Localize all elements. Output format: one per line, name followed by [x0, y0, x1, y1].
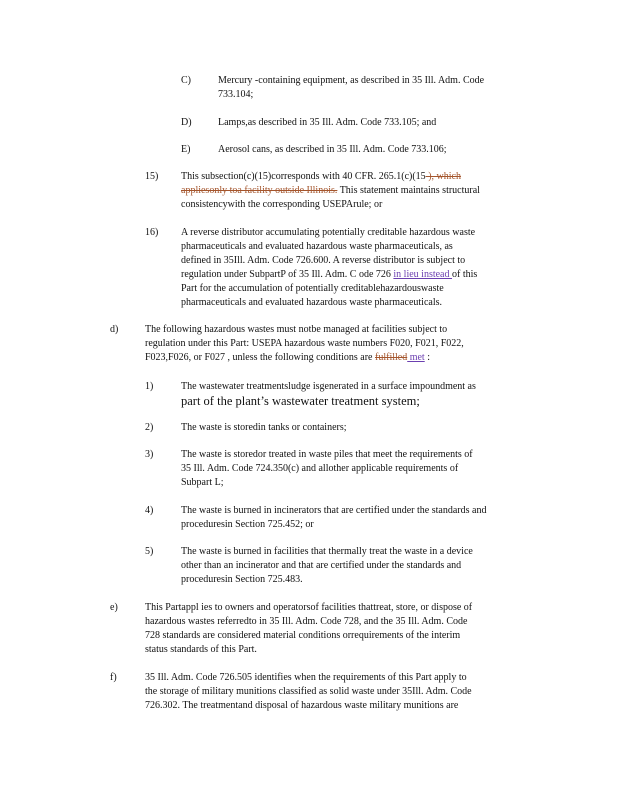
item-text-line: Aerosol cans, as described in 35 Ill. Adm. Code 733.106; — [218, 144, 447, 155]
item-text-line: 35 Ill. Adm. Code 724.350(c) and allother applicable requirements of — [181, 463, 459, 474]
item-text-line: The waste is storedin tanks or containers; — [181, 422, 347, 433]
item-text-line: proceduresin Section 725.483. — [181, 574, 303, 585]
item-number: 5) — [145, 546, 154, 557]
item-number: 1) — [145, 381, 154, 392]
item-text-line: pharmaceuticals and evaluated hazardous waste pharmaceuticals, as — [181, 241, 453, 252]
item-text-line: The wastewater treatmentsludge isgenerated in a surface impoundment as — [181, 381, 476, 392]
item-text-line: Part for the accumulation of potentially creditablehazardouswaste — [181, 283, 444, 294]
item-text: regulation under SubpartP of 35 Ill. Adm. C ode 726 — [181, 269, 394, 280]
section-letter: e) — [110, 602, 118, 613]
section-text-line: the storage of military munitions classified as solid waste under 35Ill. Adm. Code — [145, 686, 472, 697]
section-letter: d) — [110, 324, 119, 335]
item-number: 15) — [145, 171, 159, 182]
item-number: 16) — [145, 227, 159, 238]
section-text: F023,F026, or F027 , unless the following conditions are — [145, 352, 375, 363]
item-text-line: The waste is storedor treated in waste piles that meet the requirements of — [181, 449, 473, 460]
section-text-line: This Partappl ies to owners and operatorsof facilities thattreat, store, or dispose of — [145, 602, 473, 613]
item-text-line: 733.104; — [218, 89, 254, 100]
inserted-text: in lieu instead — [393, 269, 452, 280]
item-text-line: proceduresin Section 725.452; or — [181, 519, 314, 530]
section-text-line: status standards of this Part. — [145, 644, 257, 655]
item-text-line: part of the plant’s wastewater treatment system; — [181, 394, 420, 408]
section-text-line: 726.302. The treatmentand disposal of hazardous waste military munitions are — [145, 700, 459, 711]
item-text-line: other than an incinerator and that are certified under the standards and — [181, 560, 462, 571]
section-text-line: 35 Ill. Adm. Code 726.505 identifies when the requirements of this Part apply to — [145, 672, 467, 683]
item-text-line: Subpart L; — [181, 477, 224, 488]
item-text: This statement maintains structural — [337, 185, 480, 196]
deleted-text: fulfilled — [375, 352, 408, 363]
section-letter: f) — [110, 672, 117, 683]
item-text: of this — [452, 269, 478, 280]
deleted-text: appliesonly toa facility outside Illinois. — [181, 185, 338, 196]
item-number: 3) — [145, 449, 154, 460]
item-text-line: Mercury -containing equipment, as described in 35 Ill. Adm. Code — [218, 75, 485, 86]
item-number: C) — [181, 75, 191, 86]
item-text-line: pharmaceuticals and evaluated hazardous waste pharmaceuticals. — [181, 297, 442, 308]
inserted-text: met — [407, 352, 425, 363]
item-text-line: defined in 35Ill. Adm. Code 726.600. A reverse distributor is subject to — [181, 255, 466, 266]
item-text-line: A reverse distributor accumulating potentially creditable hazardous waste — [181, 227, 476, 238]
section-text-line: The following hazardous wastes must notbe managed at facilities subject to — [145, 324, 448, 335]
section-text-line: hazardous wastes referredto in 35 Ill. Adm. Code 728, and the 35 Ill. Adm. Code — [145, 616, 468, 627]
item-text-line: The waste is burned in incinerators that are certified under the standards and — [181, 505, 487, 516]
item-text: This subsection(c)(15)corresponds with 40 CFR. 265.1(c)(15 — [181, 171, 426, 182]
item-text-line: Lamps,as described in 35 Ill. Adm. Code 733.105; and — [218, 117, 437, 128]
item-text-line: The waste is burned in facilities that thermally treat the waste in a device — [181, 546, 473, 557]
item-number: E) — [181, 144, 191, 155]
item-number: D) — [181, 117, 192, 128]
item-number: 2) — [145, 422, 154, 433]
section-text-line: 728 standards are considered material conditions orrequirements of the interim — [145, 630, 461, 641]
item-number: 4) — [145, 505, 154, 516]
deleted-text: ), which — [425, 171, 461, 182]
item-text-line: consistencywith the corresponding USEPArule; or — [181, 199, 383, 210]
section-text: : — [424, 352, 430, 363]
section-text-line: regulation under this Part: USEPA hazardous waste numbers F020, F021, F022, — [145, 338, 464, 349]
